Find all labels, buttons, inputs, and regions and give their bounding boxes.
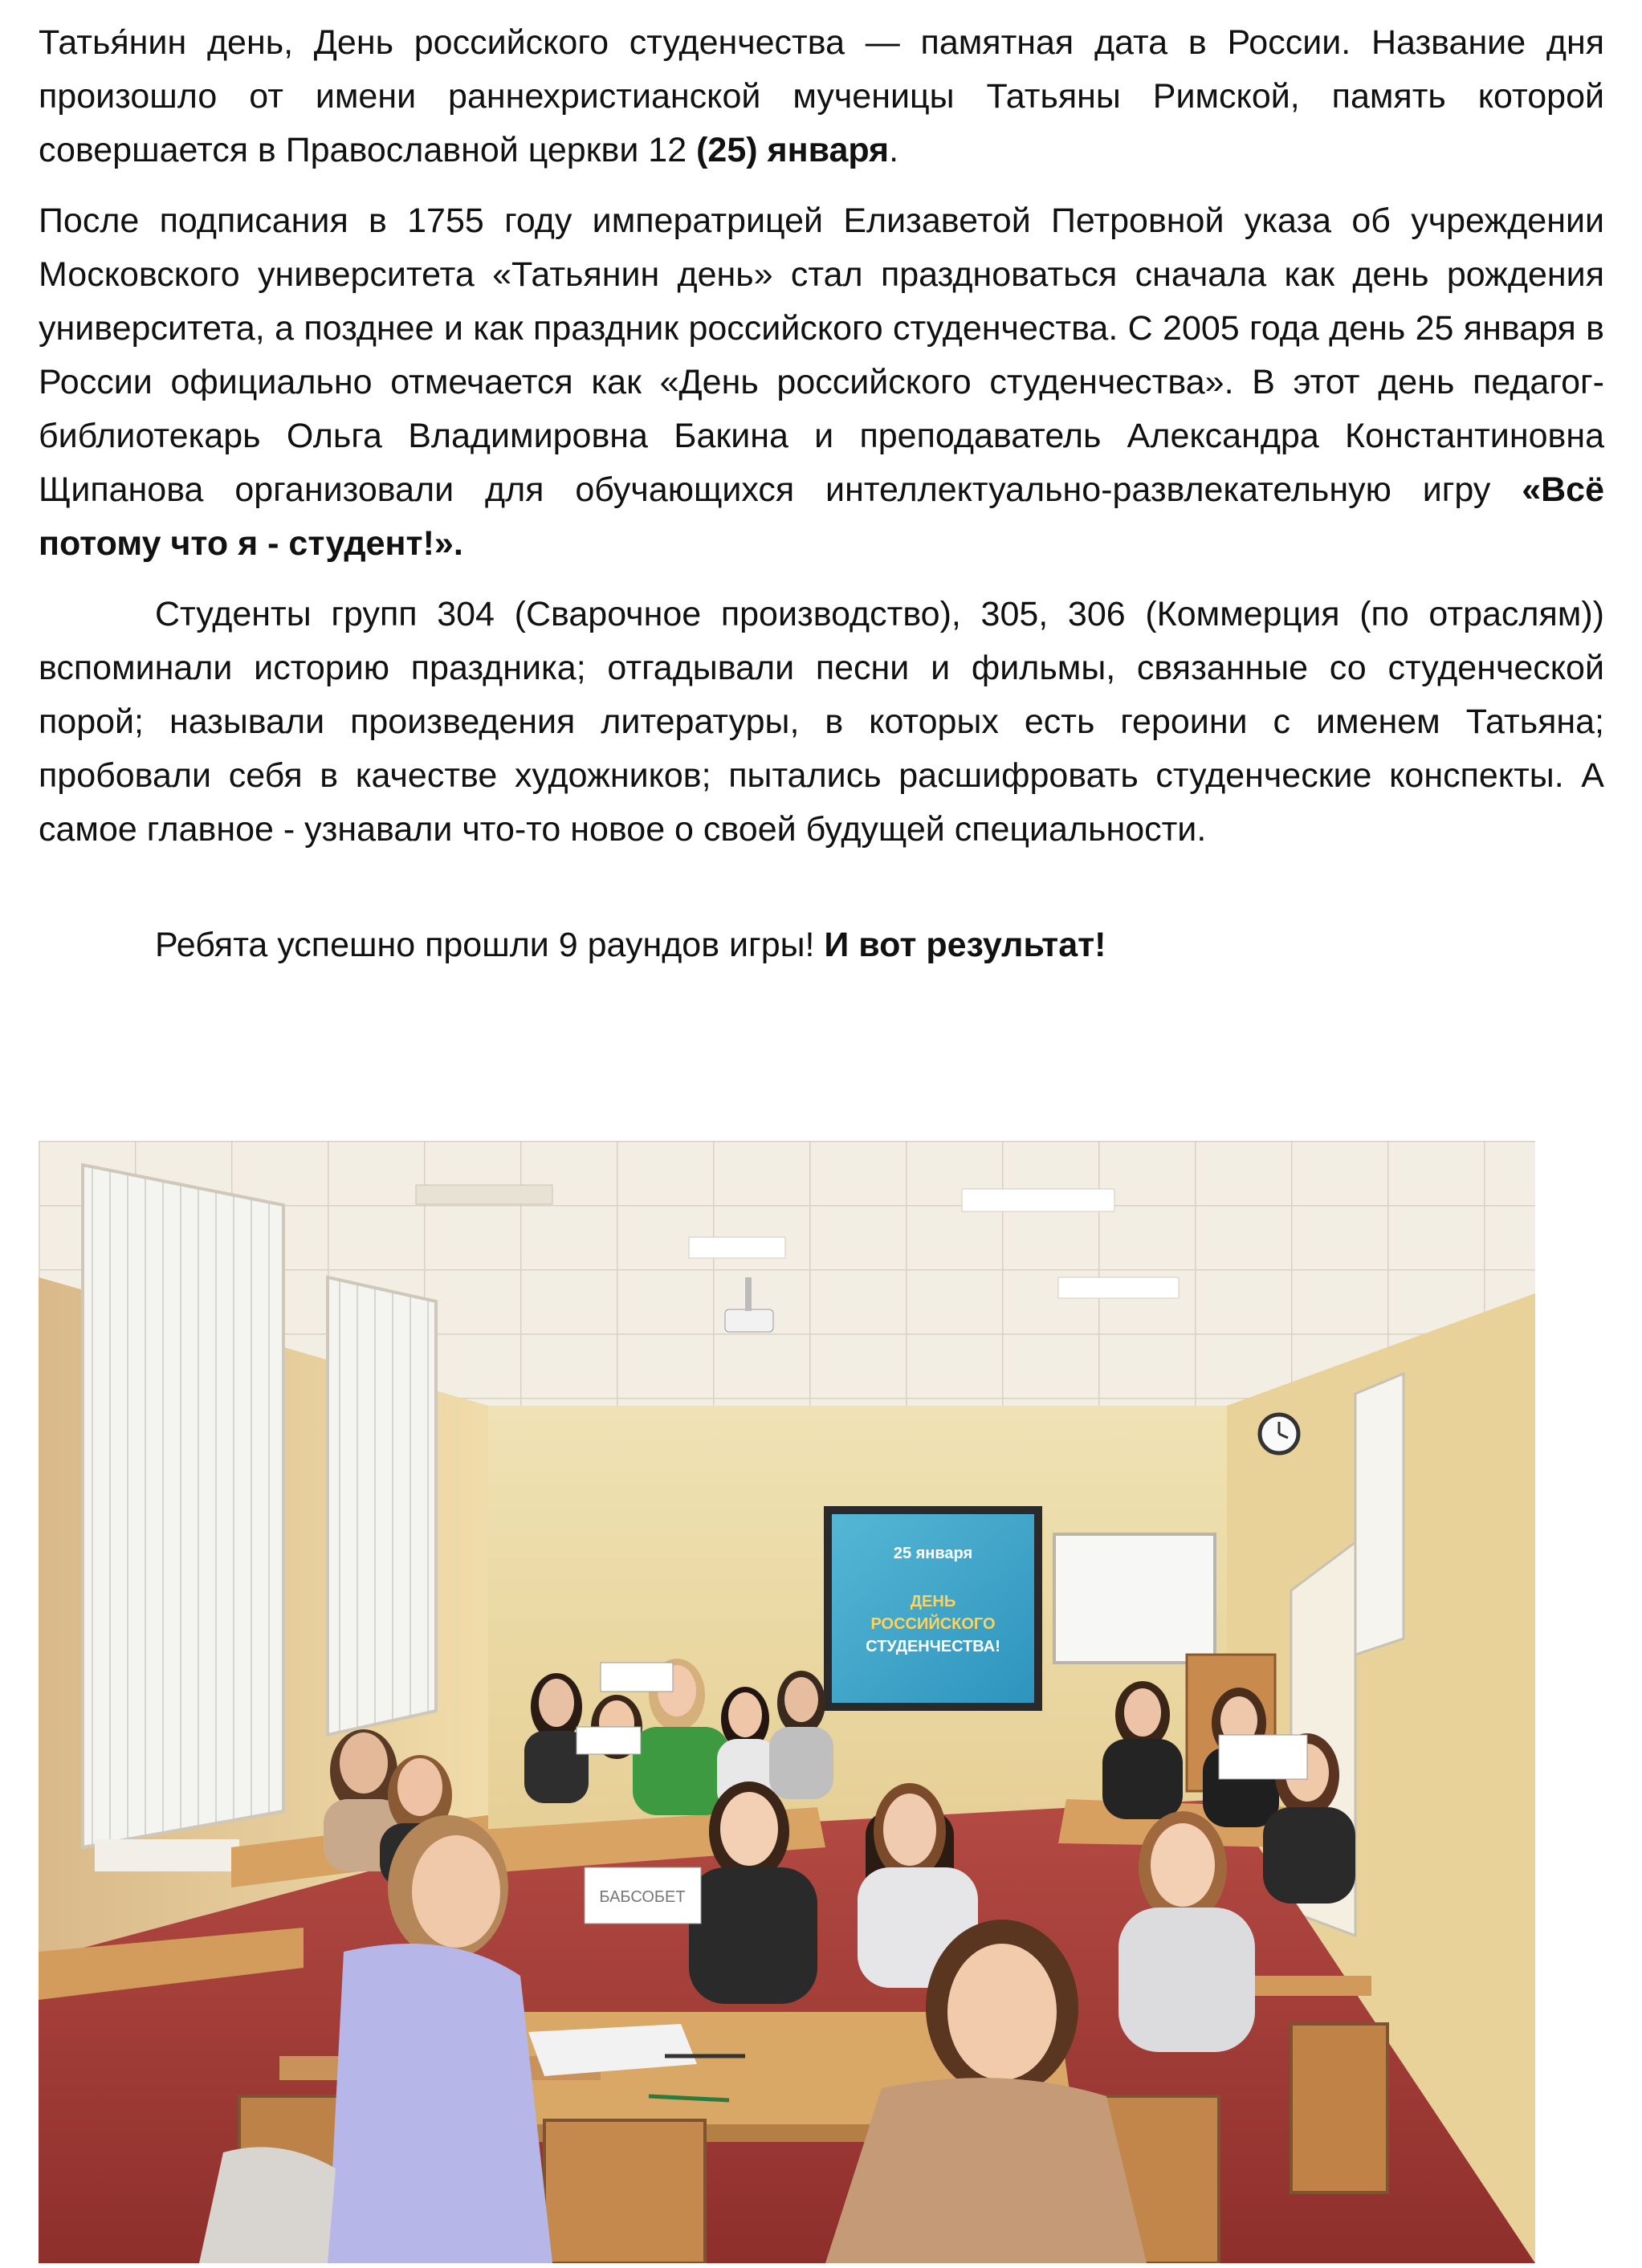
whiteboard <box>1054 1534 1215 1663</box>
projector <box>725 1309 773 1332</box>
screen-line-1: ДЕНЬ <box>910 1593 956 1610</box>
paragraph-4 <box>39 918 1604 972</box>
window-blinds-right <box>328 1277 436 1735</box>
paragraph-1 <box>39 16 1604 177</box>
screen-line-3: СТУДЕНЧЕСТВА! <box>866 1638 1000 1655</box>
green-jacket <box>633 1727 729 1815</box>
classroom-photo-illustration <box>39 1141 1535 2263</box>
answer-card-text: БАБСОБЕТ <box>599 1888 686 1906</box>
p1-end: . <box>889 131 899 169</box>
p4-text: Ребята успешно прошли 9 раундов игры! <box>155 926 825 964</box>
p3-text: Студенты групп 304 (Сварочное производство), 305, 306 (Коммерция (по отраслям)) вспоминали историю праздника; отгадывали песни и фильмы, связанные со студенческой порой; называли произведения литературы, в которых есть героини с именем Татьяна; пробовали себя в качестве художников; пытались расшифровать студенческие конспекты. А самое главное - узнавали что-то новое о своей будущей специальности. <box>39 595 1604 849</box>
p1-bold-date: (25) января <box>696 131 890 169</box>
window-blinds-left <box>83 1165 283 1847</box>
p2-text: После подписания в 1755 году императрицей Елизаветой Петровной указа об учреждении Московского университета «Татьянин день» стал праздноваться сначала как день рождения университета, а позднее и как праздник российского студенчества. С 2005 года день 25 января в России официально отмечается как «День российского студенчества». В этот день педагог-библиотекарь Ольга Владимировна Бакина и преподаватель Александра Константиновна Щипанова организовали для обучающихся интеллектуально-развлекательную игру <box>39 202 1604 509</box>
p4-bold-result: И вот результат! <box>824 926 1106 964</box>
classroom-photo <box>39 1141 1535 2263</box>
p1-text: Татья́нин день, День российского студенчества — памятная дата в России. Название дня произошло от имени раннехристианской мученицы Татьяны Римской, память которой совершается в Православной церкви 12 <box>39 23 1604 169</box>
article-body <box>39 16 1604 989</box>
spacer <box>39 873 1604 918</box>
paragraph-2 <box>39 194 1604 571</box>
paragraph-3 <box>39 588 1604 857</box>
screen-line-2: РОССИЙСКОГО <box>870 1615 996 1633</box>
p2-bold-game-title: «Всё потому что я - студент!» <box>39 470 1604 563</box>
screen-date: 25 января <box>893 1545 973 1562</box>
p2-end: . <box>453 524 463 563</box>
